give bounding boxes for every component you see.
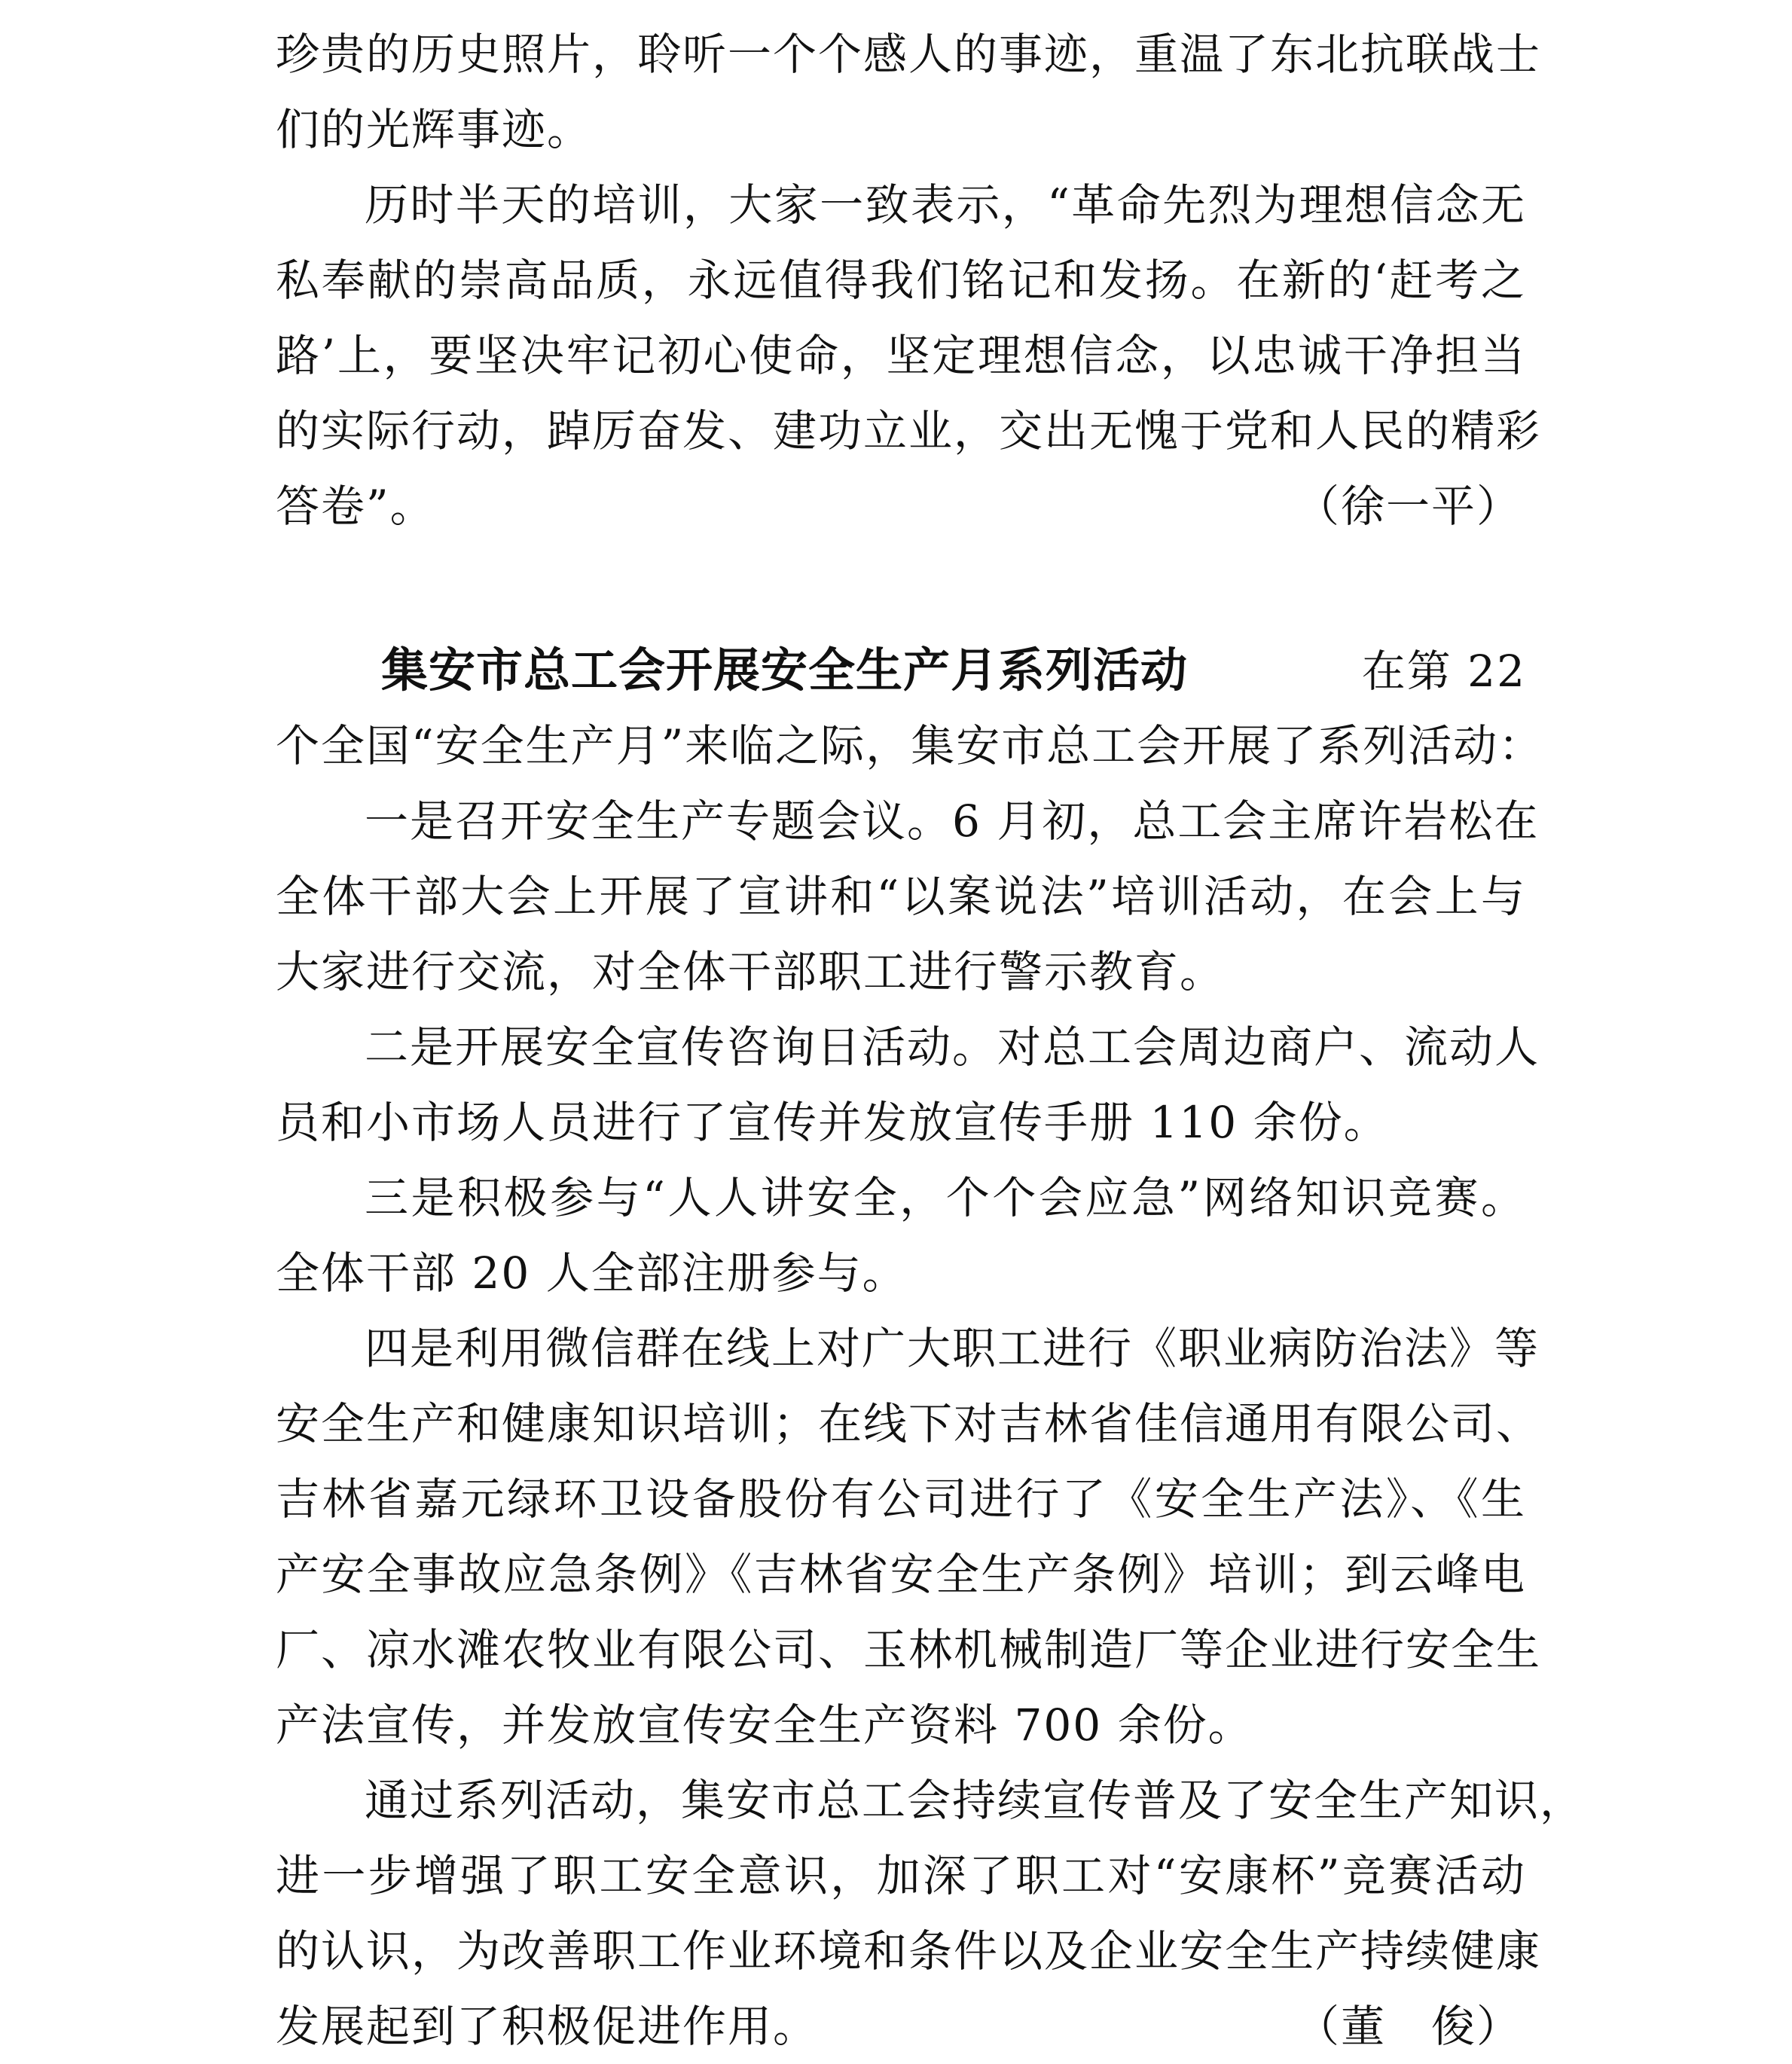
text-line: 路’上，要坚决牢记初心使命，坚定理想信念，以忠诚干净担当 [276, 330, 1526, 381]
text-line: 全体干部 20 人全部注册参与。 [276, 1247, 908, 1299]
text-line: 大家进行交流，对全体干部职工进行警示教育。 [276, 946, 1226, 997]
text-line: 的认识，为改善职工作业环境和条件以及企业安全生产持续健康 [276, 1925, 1542, 1977]
text-line-with-author [276, 1989, 1526, 2064]
section-gap [276, 544, 1526, 633]
text-line: 产安全事故应急条例》《吉林省安全生产条例》培训；到云峰电 [276, 1549, 1526, 1600]
text-line-with-author [276, 469, 1526, 544]
text-line: 安全生产和健康知识培训；在线下对吉林省佳信通用有限公司、 [276, 1398, 1542, 1449]
text-line: 个全国“安全生产月”来临之际，集安市总工会开展了系列活动： [276, 720, 1544, 771]
article-title: 集安市总工会开展安全生产月系列活动 [381, 643, 1189, 698]
text-line: 通过系列活动，集安市总工会持续宣传普及了安全生产知识， [365, 1775, 1586, 1826]
article-title-line [276, 633, 1526, 708]
author-signature: （董 俊） [1295, 2001, 1522, 2052]
text-line: 厂、凉水滩农牧业有限公司、玉林机械制造厂等企业进行安全生 [276, 1624, 1542, 1675]
text-line: 吉林省嘉元绿环卫设备股份有公司进行了《安全生产法》、《生 [276, 1473, 1526, 1525]
document-page [276, 17, 1586, 2064]
author-signature: （徐一平） [1295, 481, 1522, 532]
text-line-content: 发展起到了积极促进作用。 [276, 2001, 819, 2052]
text-line: 一是召开安全生产专题会议。6 月初，总工会主席许岩松在 [365, 795, 1540, 847]
text-line: 的实际行动，踔厉奋发、建功立业，交出无愧于党和人民的精彩 [276, 405, 1542, 456]
text-line: 三是积极参与“人人讲安全，个个会应急”网络知识竞赛。 [365, 1172, 1526, 1223]
text-line: 们的光辉事迹。 [276, 104, 593, 155]
text-line: 进一步增强了职工安全意识，加深了职工对“安康杯”竞赛活动 [276, 1850, 1526, 1901]
text-line: 私奉献的崇高品质，永远值得我们铭记和发扬。在新的‘赶考之 [276, 255, 1526, 306]
text-line: 产法宣传，并发放宣传安全生产资料 700 余份。 [276, 1699, 1253, 1751]
text-line: 四是利用微信群在线上对广大职工进行《职业病防治法》等 [365, 1323, 1540, 1374]
text-line: 员和小市场人员进行了宣传并发放宣传手册 110 余份。 [276, 1097, 1389, 1148]
article-lead-text: 在第 22 [1361, 646, 1526, 697]
text-line: 珍贵的历史照片，聆听一个个感人的事迹，重温了东北抗联战士 [276, 29, 1542, 80]
text-line: 全体干部大会上开展了宣讲和“以案说法”培训活动，在会上与 [276, 871, 1526, 922]
text-line: 二是开展安全宣传咨询日活动。对总工会周边商户、流动人 [365, 1021, 1540, 1073]
text-line: 历时半天的培训，大家一致表示，“革命先烈为理想信念无 [365, 179, 1526, 231]
text-line-content: 答卷”。 [276, 481, 435, 532]
